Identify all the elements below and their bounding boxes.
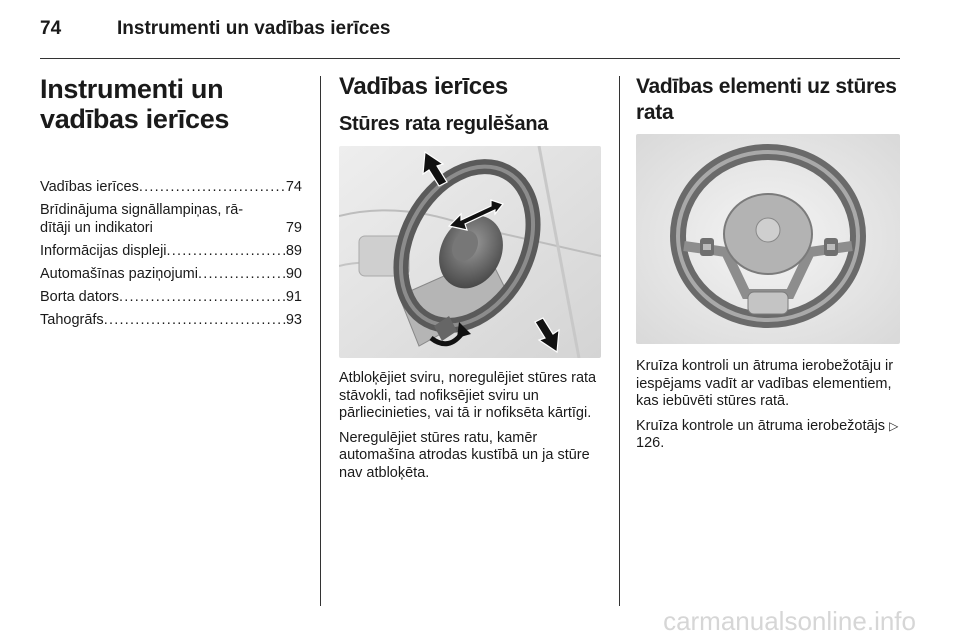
toc-page: 91 (285, 289, 302, 305)
steering-adjust-svg (339, 146, 601, 358)
left-control-buttons-icon (700, 238, 714, 256)
page-reference[interactable]: 126. (636, 435, 665, 451)
chapter-title-line1: Instrumenti un (40, 74, 224, 104)
right-control-buttons-icon (824, 238, 838, 256)
toc-label: dītāji un indikatori (40, 220, 153, 236)
toc-label: Borta dators (40, 289, 119, 305)
toc-page: 89 (285, 243, 302, 259)
toc-leader (167, 242, 286, 260)
toc-leader (139, 178, 286, 196)
toc-leader (119, 288, 286, 306)
toc-item-borta-dators[interactable] (40, 288, 302, 306)
page-header-title: Instrumenti un vadības ierīces (117, 18, 391, 39)
section-heading-controls: Vadības elementi uz stūres rata (636, 75, 897, 124)
header-divider (40, 58, 900, 59)
toc-page: 79 (285, 220, 302, 236)
toc-page: 74 (285, 179, 302, 195)
toc-item-tahografs[interactable] (40, 311, 302, 329)
toc-label: Automašīnas paziņojumi (40, 266, 198, 282)
toc-label: Informācijas displeji (40, 243, 167, 259)
toc-item-vadibas-ierices[interactable] (40, 178, 302, 196)
column-divider-1 (320, 76, 321, 606)
controls-paragraph-1: Kruīza kontroli un ātruma ierobežotāju ir iespējams vadīt ar vadības elementiem, kas iebūvēti stūres ratā. (636, 358, 894, 409)
controls-paragraph-2 (636, 418, 902, 453)
toc-item-bridinajuma-signallampinas[interactable] (40, 201, 302, 237)
warning-paragraph: Neregulējiet stūres ratu, kamēr automašīna atrodas kustībā un ja stūre nav atbloķēta. (339, 429, 590, 481)
toc-label: Tahogrāfs (40, 312, 104, 328)
chapter-title-line2: vadības ierīces (40, 104, 230, 134)
toc-item-informacijas-displeji[interactable] (40, 242, 302, 260)
table-of-contents (40, 178, 302, 329)
toc-label: Vadības ierīces (40, 179, 139, 195)
watermark: carmanualsonline.info (663, 606, 916, 636)
chapter-title (40, 74, 302, 134)
toc-label-line1: Brīdinājuma signāllampiņas, rā- (40, 202, 244, 218)
right-column (636, 74, 902, 460)
middle-column (339, 74, 603, 489)
toc-leader (153, 219, 286, 237)
toc-leader (198, 265, 286, 283)
section-heading: Vadības ierīces (339, 73, 508, 100)
left-column (40, 74, 302, 334)
triangle-right-icon[interactable]: ▷ (889, 418, 899, 433)
column-divider-2 (619, 76, 620, 606)
instruction-paragraph-1: Atbloķējiet sviru, noregulējiet stūres rata stāvokli, tad nofiksējiet sviru un pārliecinieties, vai tā ir nofiksēta kārtīgi. (339, 370, 597, 421)
toc-page: 93 (285, 312, 302, 328)
page-header-number: 74 (40, 18, 62, 39)
steering-adjust-illustration (339, 146, 601, 358)
controls-paragraph-2-text: Kruīza kontrole un ātruma ierobežotājs (636, 417, 886, 434)
toc-item-automasinas-pazinojumi[interactable] (40, 265, 302, 283)
toc-leader (104, 311, 286, 329)
steering-wheel-controls-illustration (636, 134, 900, 344)
steering-wheel-svg (636, 134, 900, 344)
subsection-heading: Stūres rata regulēšana (339, 113, 549, 135)
toc-page: 90 (285, 266, 302, 282)
